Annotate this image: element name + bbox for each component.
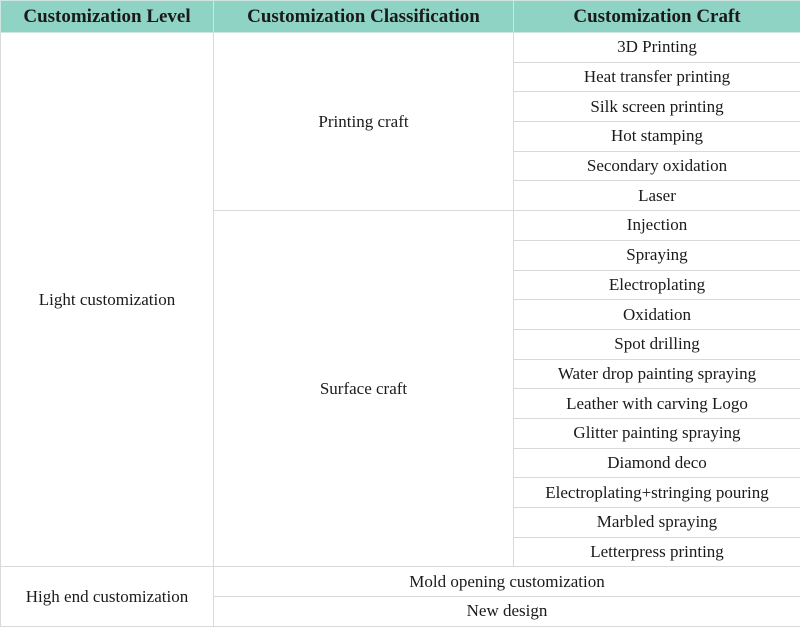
craft-cell: Laser [514, 181, 800, 211]
header-customization-craft: Customization Craft [514, 1, 800, 33]
craft-cell: Hot stamping [514, 122, 800, 152]
craft-cell: Spot drilling [514, 329, 800, 359]
craft-cell: Secondary oxidation [514, 151, 800, 181]
level-light-customization: Light customization [1, 33, 214, 567]
table-row [1, 567, 800, 597]
craft-cell: Marbled spraying [514, 508, 800, 538]
table-row [1, 33, 800, 63]
craft-cell: Leather with carving Logo [514, 389, 800, 419]
craft-cell: Electroplating [514, 270, 800, 300]
craft-cell: Electroplating+stringing pouring [514, 478, 800, 508]
craft-cell: Diamond deco [514, 448, 800, 478]
craft-cell: Glitter painting spraying [514, 418, 800, 448]
header-customization-classification: Customization Classification [214, 1, 514, 33]
high-end-item: Mold opening customization [214, 567, 800, 597]
header-row [1, 1, 800, 33]
craft-cell: Water drop painting spraying [514, 359, 800, 389]
craft-cell: 3D Printing [514, 33, 800, 63]
craft-cell: Heat transfer printing [514, 62, 800, 92]
craft-cell: Silk screen printing [514, 92, 800, 122]
craft-cell: Injection [514, 211, 800, 241]
craft-cell: Spraying [514, 240, 800, 270]
classification-printing-craft: Printing craft [214, 33, 514, 211]
header-customization-level: Customization Level [1, 1, 214, 33]
level-high-end-customization: High end customization [1, 567, 214, 626]
classification-surface-craft: Surface craft [214, 211, 514, 567]
high-end-item: New design [214, 597, 800, 627]
craft-cell: Oxidation [514, 300, 800, 330]
craft-cell: Letterpress printing [514, 537, 800, 567]
